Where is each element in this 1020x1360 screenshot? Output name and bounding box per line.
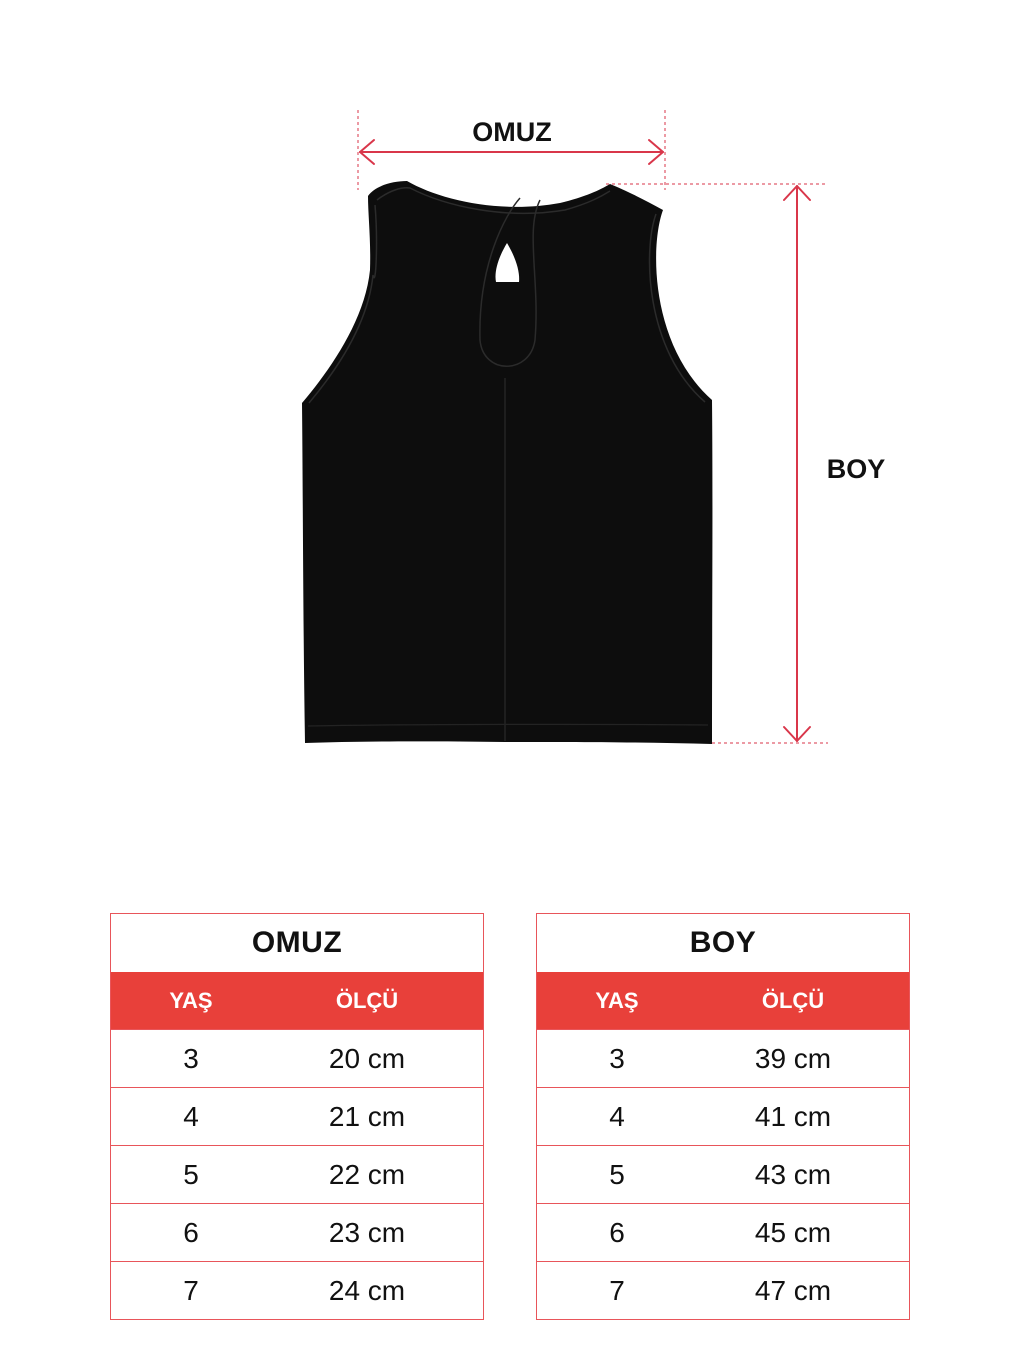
measure-cell: 39 cm [754,1042,832,1074]
table-row [111,1087,483,1145]
shoulder-label: OMUZ [472,117,552,147]
length-size-table [536,913,910,1320]
header-age: YAŞ [169,987,213,1013]
length-arrow [784,186,810,741]
table-row [537,1087,909,1145]
age-cell: 6 [183,1216,199,1248]
header-age: YAŞ [595,987,639,1013]
table-row [537,1261,909,1319]
table-row [111,1029,483,1087]
age-cell: 7 [183,1274,199,1306]
measure-cell: 45 cm [754,1216,832,1248]
measure-cell: 43 cm [754,1158,832,1190]
table-row [537,1203,909,1261]
length-table-title: BOY [689,926,757,959]
age-cell: 3 [609,1042,625,1074]
measure-cell: 24 cm [328,1274,406,1306]
measure-cell: 21 cm [328,1100,406,1132]
header-measure: ÖLÇÜ [335,987,399,1013]
table-row [537,1029,909,1087]
header-measure: ÖLÇÜ [761,987,825,1013]
measure-cell: 22 cm [328,1158,406,1190]
table-row [537,1145,909,1203]
age-cell: 6 [609,1216,625,1248]
shoulder-table-title: OMUZ [251,926,343,959]
length-table-header [537,972,909,1029]
age-cell: 4 [609,1100,625,1132]
table-row [111,1145,483,1203]
table-row [111,1203,483,1261]
shoulder-size-table [110,913,484,1320]
age-cell: 3 [183,1042,199,1074]
age-cell: 4 [183,1100,199,1132]
age-cell: 7 [609,1274,625,1306]
measure-cell: 41 cm [754,1100,832,1132]
measure-cell: 20 cm [328,1042,406,1074]
tank-top-image [302,181,712,744]
table-row [111,1261,483,1319]
age-cell: 5 [609,1158,625,1190]
age-cell: 5 [183,1158,199,1190]
measure-cell: 23 cm [328,1216,406,1248]
measure-cell: 47 cm [754,1274,832,1306]
shoulder-table-header [111,972,483,1029]
length-label: BOY [826,454,886,484]
